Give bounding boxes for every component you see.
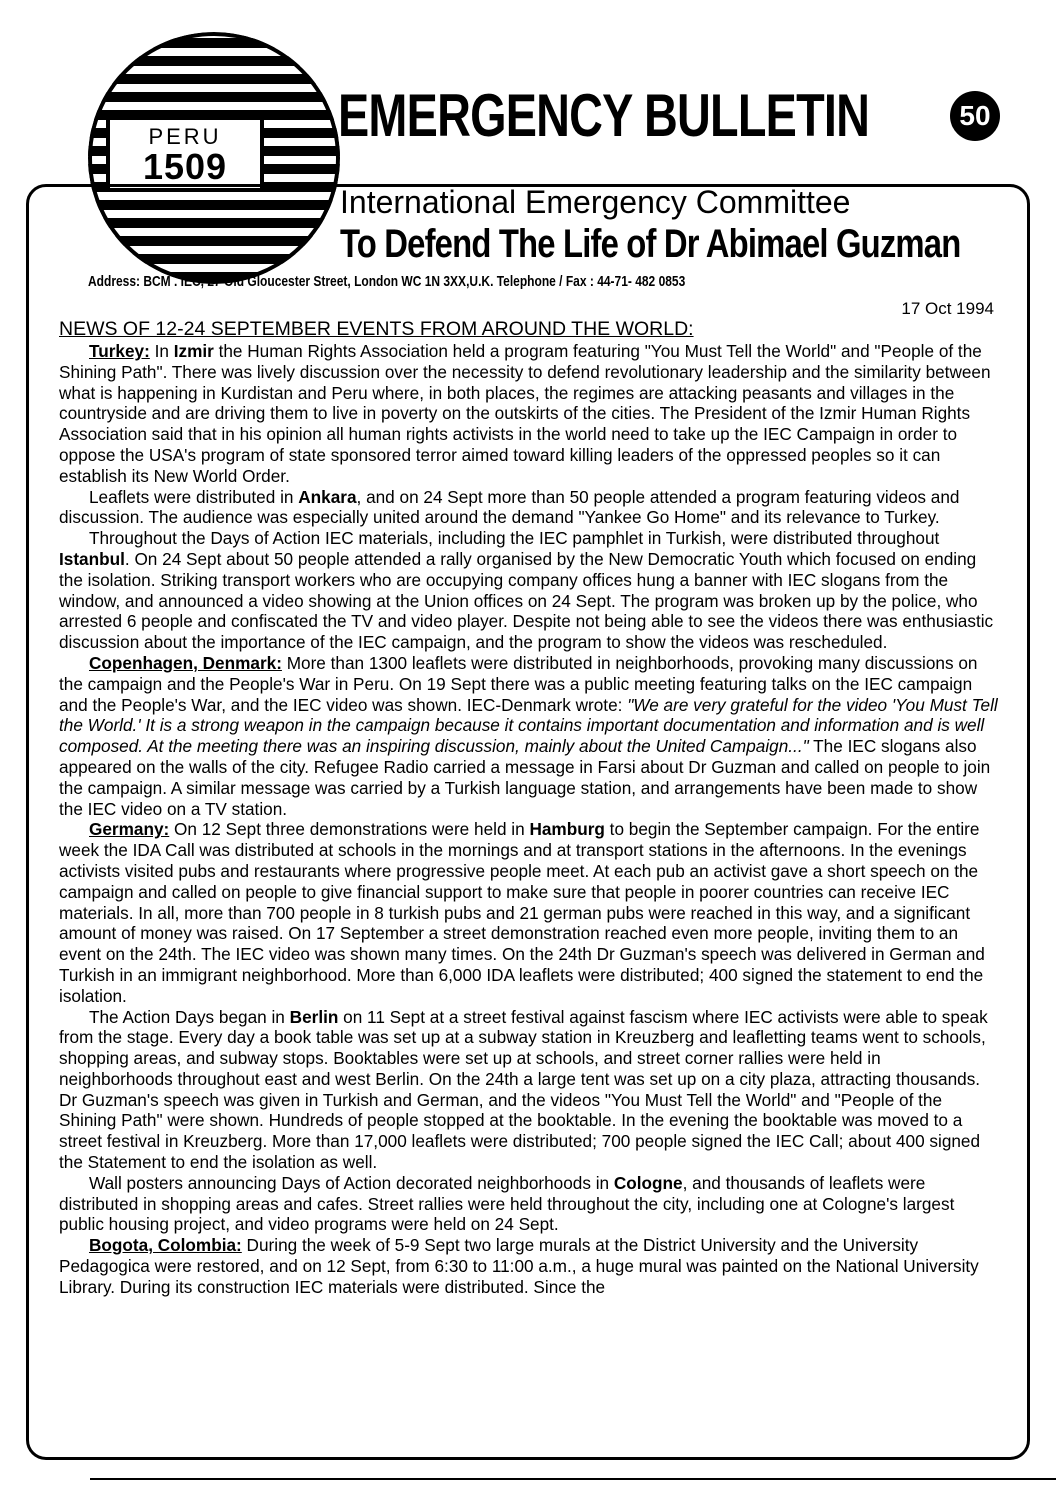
city-name: Izmir: [173, 341, 214, 361]
paragraph-text: on 11 Sept at a street festival against fascism where IEC activists were able to speak from the stage. Every day a book table was set up at a subway station in Kreuzberg and leafletting teams went to schools, shopping areas, and subway stops. Booktables were set up at schools, and street corner rallies were held in neighborhoods throughout east and west Berlin. On the 24th a large tent was set up on a city plaza, attracting thousands. Dr Guzman's speech was given in Turkish and German, and the videos "You Must Tell the World" and "People of the Shining Path" were shown. Hundreds of people stopped at the booktable. In the evening the booktable was moved to a street festival in Kreuzberg. More than 17,000 leaflets were distributed; 700 people signed the IEC Call; about 400 signed the Statement to end the isolation as well.: [59, 1006, 988, 1173]
article-body: [59, 341, 999, 1298]
paragraph-berlin: [59, 1007, 999, 1173]
paragraph-text: The Action Days began in: [89, 1006, 290, 1027]
issue-number-badge: 50: [950, 91, 1000, 141]
city-name: Cologne: [613, 1172, 683, 1193]
city-name: Hamburg: [529, 819, 605, 840]
paragraph-text: On 12 Sept three demonstrations were held in: [169, 819, 530, 840]
bulletin-date: 17 Oct 1994: [901, 299, 994, 318]
paragraph-turkey: [59, 341, 999, 487]
logo-label-box: [106, 116, 264, 192]
paragraph-ankara: [59, 487, 999, 529]
paragraph-text: The IEC slogans also appeared on the walls of the city. Refugee Radio carried a message in Farsi about Dr Guzman and called on people to join the campaign. A similar message was carried by a Turkish language station, and arrangements have been made to show the IEC video on a TV station.: [59, 736, 991, 819]
paragraph-cologne: [59, 1173, 999, 1235]
organization-name: International Emergency Committee: [340, 184, 851, 220]
paragraph-colombia: [59, 1235, 999, 1297]
logo-country: PERU: [148, 124, 222, 149]
contact-address: Address: BCM . IEC, 27 Old Gloucester Street, London WC 1N 3XX,U.K. Telephone / Fax : 44-71- 482 0853: [88, 273, 686, 290]
bottom-rule: [90, 1478, 1056, 1480]
paragraph-text: Leaflets were distributed in: [89, 486, 299, 507]
paragraph-text: , and on 24 Sept more than 50 people attended a program featuring videos and discussion. The audience was especially united around the demand "Yankee Go Home" and its relevance to Turkey.: [59, 486, 960, 528]
city-name: Berlin: [289, 1006, 339, 1027]
location-heading: Turkey:: [89, 341, 150, 361]
paragraph-text: More than 1300 leaflets were distributed in neighborhoods, provoking many discussions on the campaign and the People's War in Peru. On 19 Sept there was a public meeting featuring talks on the IEC campaign and the People's War, and the IEC video was shown. IEC-Denmark wrote:: [59, 652, 978, 715]
paragraph-text: , and thousands of leaflets were distributed in shopping areas and cafes. Street rallies were held throughout the city, including one at Cologne's largest public housing project, and video programs were held on 24 Sept.: [59, 1172, 955, 1235]
location-heading: Copenhagen, Denmark:: [89, 652, 282, 673]
news-headline: NEWS OF 12-24 SEPTEMBER EVENTS FROM AROUND THE WORLD:: [59, 318, 694, 340]
paragraph-text: Throughout the Days of Action IEC materials, including the IEC pamphlet in Turkish, were distributed throughout: [89, 528, 940, 549]
paragraph-text: Wall posters announcing Days of Action decorated neighborhoods in: [89, 1172, 614, 1193]
bulletin-title: EMERGENCY BULLETIN: [338, 82, 870, 149]
paragraph-denmark: [59, 653, 999, 819]
location-heading: Germany:: [89, 819, 170, 840]
city-name: Istanbul: [59, 548, 125, 569]
paragraph-germany: [59, 819, 999, 1006]
paragraph-text: to begin the September campaign. For the entire week the IDA Call was distributed at schools in the mornings and at transport stations in the afternoons. In the evenings activists visited pubs and restaurants where progressive people meet. At each pub an activist gave a short speech on the campaign and called on people to give financial support to make sure that people in poorer countries can receive IEC materials. In all, more than 700 people in 8 turkish pubs and 21 german pubs were reached in this way, and a significant amount of money was raised. On 17 September a street demonstration reached even more people, inviting them to an event on the 24th. The IEC video was shown many times. On the 24th Dr Guzman's speech was delivered in German and Turkish in an immigrant neighborhood. More than 6,000 IDA leaflets were distributed; 400 signed the statement to end the isolation.: [59, 819, 985, 1006]
paragraph-istanbul: [59, 528, 999, 653]
logo-number: 1509: [142, 146, 228, 187]
location-heading: Bogota, Colombia:: [89, 1235, 242, 1256]
paragraph-text: . On 24 Sept about 50 people attended a rally organised by the New Democratic Youth which focused on ending the isolation. Striking transport workers who are occupying company offices hung a banner with IEC slogans from the window, and announced a video showing at the Union offices on 24 Sept. The program was broken up by the police, who arrested 6 people and confiscated the TV and video player. Despite not being able to see the videos there was enthusiastic discussion about the importance of the IEC campaign, and the program to show the videos was rescheduled.: [59, 548, 994, 653]
organization-slogan: To Defend The Life of Dr Abimael Guzman: [340, 222, 961, 266]
paragraph-text: the Human Rights Association held a program featuring "You Must Tell the World" and "People of the Shining Path". There was lively discussion over the necessity to defend revolutionary leadership and the similarity between what is happening in Kurdistan and Peru where, in both places, the regimes are attacking peasants and villages in the countryside and are driving them to live in poverty on the outskirts of the cities. The President of the Izmir Human Rights Association said that in his opinion all human rights activists in the world need to take up the IEC Campaign in order to oppose the USA's program of state sponsored terror aimed toward killing leaders of the oppressed peoples so it can establish its New World Order.: [59, 341, 991, 486]
paragraph-text: In: [149, 341, 174, 361]
quote-text: "We are very grateful for the video 'You Must Tell the World.' It is a strong weapon in the campaign because it contains important documentation and information and is well composed. At the meeting there was an inspiring discussion, mainly about the United Campaign...": [59, 694, 998, 757]
city-name: Ankara: [298, 486, 357, 507]
paragraph-text: During the week of 5-9 Sept two large murals at the District University and the University Pedagogica were restored, and on 12 Sept, from 6:30 to 11:00 a.m., a huge mural was painted on the National University Library. During its construction IEC materials were distributed. Since the: [59, 1235, 979, 1297]
